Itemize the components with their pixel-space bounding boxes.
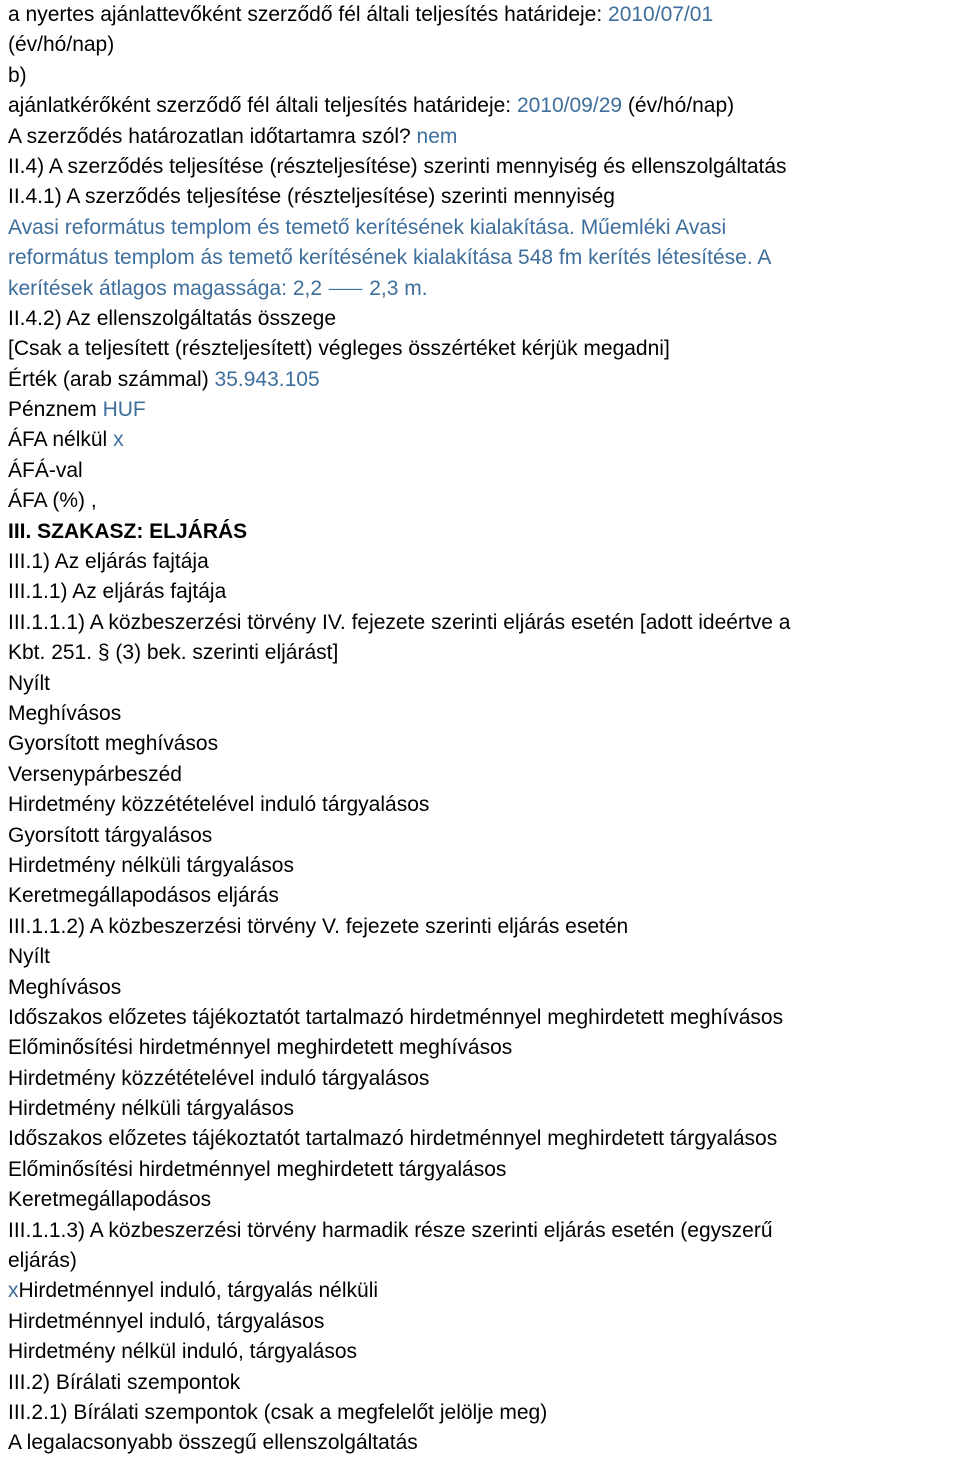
field-text: Versenypárbeszéd bbox=[8, 762, 182, 786]
field-value: 35.943.105 bbox=[214, 367, 320, 391]
document-line bbox=[8, 91, 958, 121]
document-line bbox=[8, 1276, 958, 1306]
document-line bbox=[8, 760, 958, 790]
field-value: x bbox=[8, 1279, 19, 1303]
field-text: II.4.1) A szerződés teljesítése (részteljesítése) szerinti mennyiség bbox=[8, 185, 615, 209]
document-line bbox=[8, 942, 958, 972]
document-line bbox=[8, 1064, 958, 1094]
field-text: III.2.1) Bírálati szempontok (csak a megfelelőt jelölje meg) bbox=[8, 1400, 548, 1424]
field-text: A szerződés határozatlan időtartamra szól? bbox=[8, 124, 417, 148]
document-line bbox=[8, 274, 958, 304]
field-text: b) bbox=[8, 63, 27, 87]
document-line bbox=[8, 182, 958, 212]
field-text: Előminősítési hirdetménnyel meghirdetett tárgyalásos bbox=[8, 1157, 507, 1181]
field-text: Meghívásos bbox=[8, 701, 122, 725]
document-line bbox=[8, 30, 958, 60]
document-line bbox=[8, 61, 958, 91]
field-value: 2010/09/29 bbox=[516, 94, 623, 118]
field-text: II.4.2) Az ellenszolgáltatás összege bbox=[8, 306, 337, 330]
field-text: Nyílt bbox=[8, 945, 50, 969]
document-line bbox=[8, 577, 958, 607]
document-line bbox=[8, 365, 958, 395]
field-text: ÁFA (%) , bbox=[8, 489, 97, 513]
document-line bbox=[8, 456, 958, 486]
document-line bbox=[8, 547, 958, 577]
document-line bbox=[8, 1155, 958, 1185]
document-line bbox=[8, 821, 958, 851]
field-text: III.1.1.1) A közbeszerzési törvény IV. fejezete szerinti eljárás esetén [adott ideértve a bbox=[8, 610, 791, 634]
document-line bbox=[8, 1398, 958, 1428]
document-line bbox=[8, 152, 958, 182]
field-value: x bbox=[113, 428, 124, 452]
field-text: III. SZAKASZ: ELJÁRÁS bbox=[8, 519, 248, 543]
field-text: a nyertes ajánlattevőként szerződő fél általi teljesítés határideje: bbox=[8, 3, 609, 26]
document-line bbox=[8, 699, 958, 729]
field-text: Időszakos előzetes tájékoztatót tartalmazó hirdetménnyel meghirdetett tárgyalásos bbox=[8, 1127, 778, 1151]
document-line bbox=[8, 1124, 958, 1154]
document-line bbox=[8, 1003, 958, 1033]
document-line bbox=[8, 486, 958, 516]
field-text: Gyorsított meghívásos bbox=[8, 732, 219, 756]
field-text: III.2) Bírálati szempontok bbox=[8, 1370, 241, 1394]
field-text: Hirdetmény nélküli tárgyalásos bbox=[8, 853, 294, 877]
field-text: Gyorsított tárgyalásos bbox=[8, 823, 213, 847]
field-text: Nyílt bbox=[8, 671, 50, 695]
field-text: Hirdetmény közzétételével induló tárgyalásos bbox=[8, 793, 430, 817]
field-value: HUF bbox=[102, 398, 146, 422]
document-line bbox=[8, 1185, 958, 1215]
field-text: (év/hó/nap) bbox=[622, 94, 735, 118]
document-line bbox=[8, 1428, 958, 1458]
field-text: eljárás) bbox=[8, 1249, 77, 1273]
field-text: Időszakos előzetes tájékoztatót tartalmazó hirdetménnyel meghirdetett meghívásos bbox=[8, 1005, 784, 1029]
document-line bbox=[8, 243, 958, 273]
document-line bbox=[8, 1033, 958, 1063]
field-text: ÁFA nélkül bbox=[8, 428, 114, 452]
document-line bbox=[8, 881, 958, 911]
field-value: kerítések átlagos magassága: 2,2 ⸺ 2,3 m. bbox=[8, 276, 428, 300]
field-text: III.1.1.3) A közbeszerzési törvény harmadik része szerinti eljárás esetén (egyszerű bbox=[8, 1218, 773, 1242]
document-line bbox=[8, 638, 958, 668]
document-line bbox=[8, 395, 958, 425]
field-value: nem bbox=[416, 124, 458, 148]
field-value: református templom ás temető kerítésének kialakítása 548 fm kerítés létesítése. A bbox=[8, 246, 772, 270]
field-text: Keretmegállapodásos eljárás bbox=[8, 884, 279, 908]
field-text: Hirdetmény nélküli tárgyalásos bbox=[8, 1097, 294, 1121]
field-text: [Csak a teljesített (részteljesített) végleges összértéket kérjük megadni] bbox=[8, 337, 670, 361]
document-line bbox=[8, 122, 958, 152]
document-line bbox=[8, 1368, 958, 1398]
document-line bbox=[8, 1307, 958, 1337]
field-text: A legalacsonyabb összegű ellenszolgáltatás bbox=[8, 1431, 418, 1455]
document-line bbox=[8, 0, 958, 30]
document-line bbox=[8, 790, 958, 820]
document-line bbox=[8, 334, 958, 364]
document-line bbox=[8, 517, 958, 547]
document-line bbox=[8, 1337, 958, 1367]
field-value: 2010/07/01 bbox=[608, 3, 714, 26]
field-text: ajánlatkérőként szerződő fél általi teljesítés határideje: bbox=[8, 94, 517, 118]
field-text: (év/hó/nap) bbox=[8, 33, 115, 57]
document-line bbox=[8, 425, 958, 455]
document-line bbox=[8, 1216, 958, 1246]
document-line bbox=[8, 851, 958, 881]
field-text: II.4) A szerződés teljesítése (részteljesítése) szerinti mennyiség és ellenszolgáltatás bbox=[8, 154, 787, 178]
document-line bbox=[8, 1246, 958, 1276]
field-text: Hirdetmény közzétételével induló tárgyalásos bbox=[8, 1066, 430, 1090]
document-line bbox=[8, 608, 958, 638]
field-text: III.1) Az eljárás fajtája bbox=[8, 550, 209, 574]
field-text: Pénznem bbox=[8, 398, 103, 422]
field-value: Avasi református templom és temető kerítésének kialakítása. Műemléki Avasi bbox=[8, 215, 727, 239]
document-line bbox=[8, 213, 958, 243]
field-text: III.1.1.2) A közbeszerzési törvény V. fejezete szerinti eljárás esetén bbox=[8, 914, 629, 938]
field-text: Hirdetmény nélkül induló, tárgyalásos bbox=[8, 1340, 358, 1364]
field-text: Meghívásos bbox=[8, 975, 122, 999]
field-text: III.1.1) Az eljárás fajtája bbox=[8, 580, 227, 604]
field-text: Hirdetménnyel induló, tárgyalás nélküli bbox=[18, 1279, 379, 1303]
field-text: Érték (arab számmal) bbox=[8, 367, 215, 391]
document-line bbox=[8, 1094, 958, 1124]
document-line bbox=[8, 304, 958, 334]
document-body bbox=[8, 0, 958, 1459]
field-text: ÁFÁ-val bbox=[8, 458, 83, 482]
document-line bbox=[8, 729, 958, 759]
field-text: Kbt. 251. § (3) bek. szerinti eljárást] bbox=[8, 641, 339, 665]
document-line bbox=[8, 669, 958, 699]
document-line bbox=[8, 912, 958, 942]
field-text: Hirdetménnyel induló, tárgyalásos bbox=[8, 1309, 325, 1333]
field-text: Keretmegállapodásos bbox=[8, 1188, 212, 1212]
document-line bbox=[8, 973, 958, 1003]
field-text: Előminősítési hirdetménnyel meghirdetett meghívásos bbox=[8, 1036, 513, 1060]
